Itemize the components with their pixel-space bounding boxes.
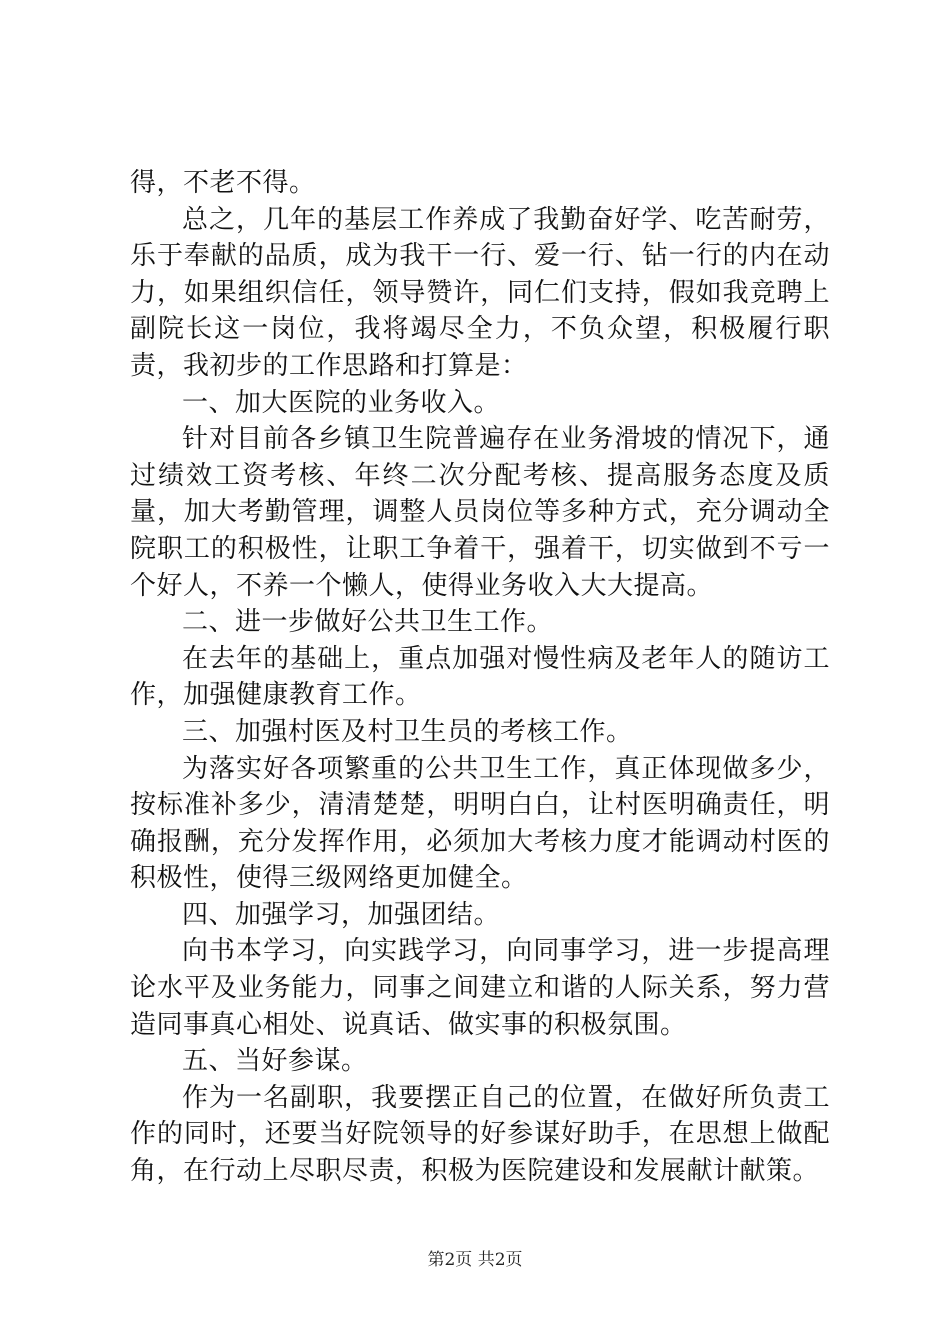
document-body: [130, 165, 830, 1190]
paragraph: 作为一名副职，我要摆正自己的位置，在做好所负责工作的同时，还要当好院领导的好参谋好助手，在思想上做配角，在行动上尽职尽责，积极为医院建设和发展献计献策。: [130, 1082, 830, 1187]
section-heading: 一、加大医院的业务收入。: [182, 387, 501, 418]
section-heading: 四、加强学习，加强团结。: [182, 899, 501, 930]
paragraph: 针对目前各乡镇卫生院普遍存在业务滑坡的情况下，通过绩效工资考核、年终二次分配考核、提高服务态度及质量，加大考勤管理，调整人员岗位等多种方式，充分调动全院职工的积极性，让职工争着干，强着干，切实做到不亏一个好人，不养一个懒人，使得业务收入大大提高。: [130, 424, 830, 601]
paragraph: 为落实好各项繁重的公共卫生工作，真正体现做多少，按标准补多少，清清楚楚，明明白白，让村医明确责任，明确报酬，充分发挥作用，必须加大考核力度才能调动村医的积极性，使得三级网络更加健全。: [130, 753, 830, 894]
paragraph: 在去年的基础上，重点加强对慢性病及老年人的随访工作，加强健康教育工作。: [130, 643, 830, 711]
paragraph-continuation: 得，不老不得。: [130, 168, 316, 198]
page-number-footer: 第2页 共2页: [427, 1250, 523, 1270]
section-heading: 五、当好参谋。: [182, 1046, 368, 1077]
paragraph: 总之，几年的基层工作养成了我勤奋好学、吃苦耐劳，乐于奉献的品质，成为我干一行、爱一行、钻一行的内在动力，如果组织信任，领导赞许，同仁们支持，假如我竞聘上副院长这一岗位，我将竭尽全力，不负众望，积极履行职责，我初步的工作思路和打算是：: [130, 204, 830, 381]
section-heading: 三、加强村医及村卫生员的考核工作。: [182, 716, 633, 747]
section-heading: 二、进一步做好公共卫生工作。: [182, 607, 554, 638]
paragraph: 向书本学习，向实践学习，向同事学习，进一步提高理论水平及业务能力，同事之间建立和谐的人际关系，努力营造同事真心相处、说真话、做实事的积极氛围。: [130, 936, 830, 1040]
